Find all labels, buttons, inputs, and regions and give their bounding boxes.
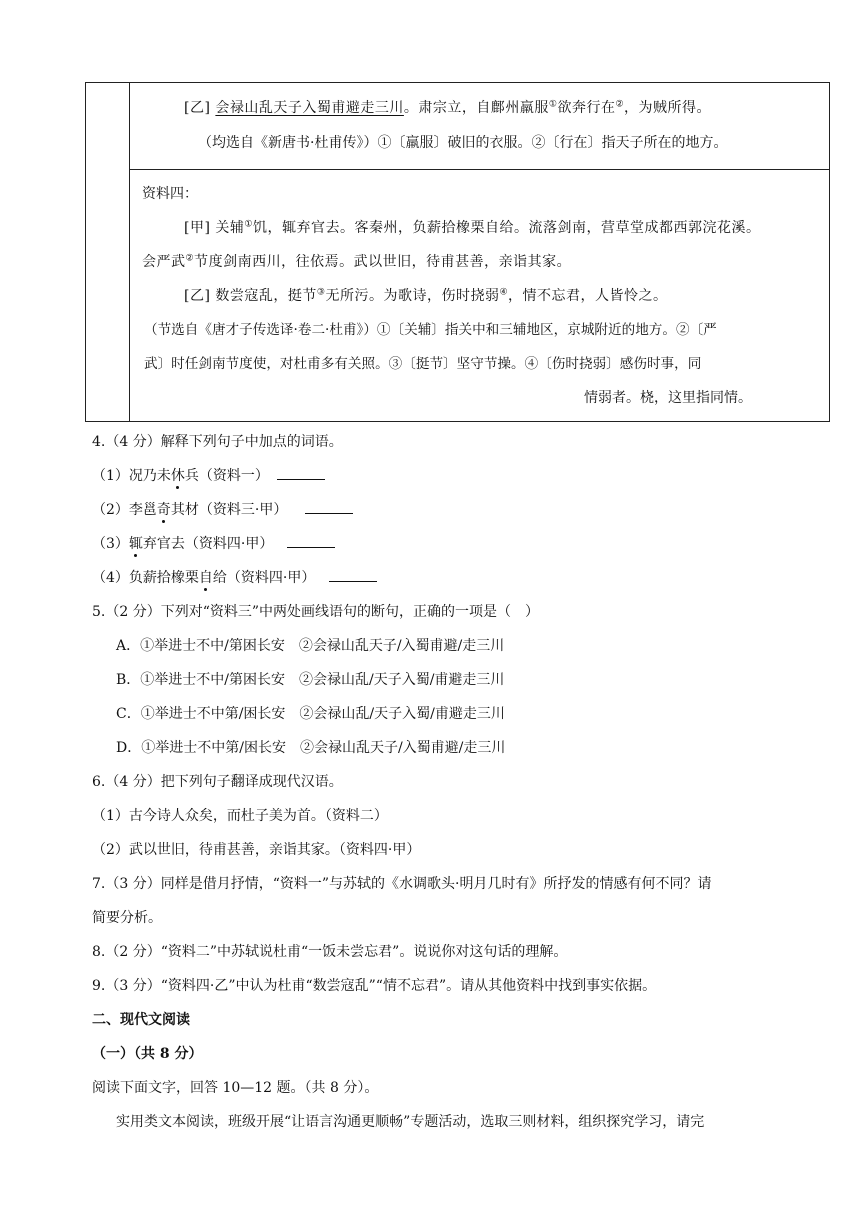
q-text: 给（资料四·甲） [212,570,316,586]
q6-item-2: （2）武以世旧，待甫甚善，亲诣其家。（资料四·甲） [92,842,421,858]
reading-paragraph: 实用类文本阅读，班级开展“让语言沟通更顺畅”专题活动，选取三则材料，组织探究学习，请完 [116,1114,705,1130]
material4-jia-line2 [142,252,571,272]
material4-note-line3: 情弱者。桡，这里指同情。 [584,390,752,406]
answer-blank[interactable] [287,535,335,548]
subsection-1-heading: （一）（共 8 分） [92,1046,203,1062]
text-segment: ，为贼所得。 [624,100,712,116]
text-segment: 会严武 [142,254,186,270]
q4-item-4 [92,568,377,588]
underlined-sentence: 会禄山乱天子入蜀甫避走三川 [215,100,404,116]
material4-yi-line [184,286,668,306]
label-yi: [乙] [184,100,211,116]
answer-blank[interactable] [277,467,325,480]
footnote-mark: ② [615,99,625,110]
text-segment: 无所污。为歌诗，伤时挠弱 [325,288,500,304]
text-segment: 节度剑南西川，往依焉。武以世旧，待甫甚善，亲诣其家。 [194,254,572,270]
q5-option-c[interactable]: C．①举进士不中第/困长安 ②会禄山乱/天子入蜀/甫避走三川 [116,706,505,722]
answer-blank[interactable] [305,501,353,514]
materials-table [85,82,830,422]
q-text: （3） [92,536,129,552]
section-2-heading: 二、现代文阅读 [92,1012,190,1028]
dotted-word: 辄 [128,536,143,552]
q6-item-1: （1）古今诗人众矣，而杜子美为首。（资料二） [92,808,388,824]
q5-option-a[interactable]: A．①举进士不中/第困长安 ②会禄山乱天子/入蜀甫避/走三川 [116,638,505,654]
q7-line2: 简要分析。 [92,910,162,926]
material3-source-note: （均选自《新唐书·杜甫传》）①〔羸服〕破旧的衣服。②〔行在〕指天子所在的地方。 [198,135,728,151]
q9: 9.（3 分）“资料四·乙”中认为杜甫“数尝寇乱”“情不忘君”。请从其他资料中找到事实依据。 [92,978,657,994]
material3-yi-line [184,98,711,118]
q7-line1: 7.（3 分）同样是借月抒情，“资料一”与苏轼的《水调歌头·明月几时有》所抒发的情感有何不同？请 [92,876,712,892]
material4-heading: 资料四： [142,186,198,202]
q5-option-b[interactable]: B．①举进士不中/第困长安 ②会禄山乱/天子入蜀/甫避走三川 [116,672,505,688]
text-segment: 。肃宗立，自鄜州羸服 [403,100,549,116]
reading-intro: 阅读下面文字，回答 10—12 题。（共 8 分）。 [92,1080,379,1096]
q4-item-3 [92,534,335,554]
footnote-mark: ① [244,219,253,230]
q4-stem: 4.（4 分）解释下列句子中加点的词语。 [92,434,343,450]
dotted-word: 自 [198,570,213,586]
q8: 8.（2 分）“资料二”中苏轼说杜甫“一饭未尝忘君”。说说你对这句话的理解。 [92,944,568,960]
q-text: 弃官去（资料四·甲） [142,536,274,552]
material4-note-line1: （节选自《唐才子传选译·卷二·杜甫》）①〔关辅〕指关中和三辅地区，京城附近的地方。②〔严 [144,322,717,338]
q5-stem: 5.（2 分）下列对“资料三”中两处画线语句的断句，正确的一项是（ ） [92,604,540,620]
answer-blank[interactable] [329,569,377,582]
q-text: （2）李邕 [92,502,157,518]
dotted-word: 休 [170,468,185,484]
q-text: （4）负薪拾橡栗 [92,570,199,586]
q4-item-2 [92,500,353,520]
text-segment: [甲] 关辅 [184,220,245,236]
text-segment: 饥，辄弃官去。客秦州，负薪拾橡栗自给。流落剑南，营草堂成都西郭浣花溪。 [252,220,761,236]
material4-jia-line1 [184,218,760,238]
footnote-mark: ① [548,99,558,110]
text-segment: ，情不忘君，人皆怜之。 [508,288,668,304]
q4-item-1 [92,466,325,486]
footnote-mark: ② [185,253,195,264]
q6-stem: 6.（4 分）把下列句子翻译成现代汉语。 [92,774,343,790]
footnote-mark: ③ [316,287,326,298]
text-segment: [乙] 数尝寇乱，挺节 [184,288,317,304]
material4-note-line2: 武〕时任剑南节度使，对杜甫多有关照。③〔挺节〕坚守节操。④〔伤时挠弱〕感伤时事，同 [144,356,702,372]
q-text: 兵（资料一） [184,468,269,484]
table-row-divider [130,169,829,170]
text-segment: 欲奔行在 [557,100,616,116]
table-left-column [86,83,130,421]
dotted-word: 奇 [156,502,171,518]
footnote-mark: ④ [499,287,509,298]
q5-option-d[interactable]: D．①举进士不中第/困长安 ②会禄山乱天子/入蜀甫避/走三川 [116,740,506,756]
q-text: （1）况乃未 [92,468,171,484]
q-text: 其材（资料三·甲） [170,502,288,518]
